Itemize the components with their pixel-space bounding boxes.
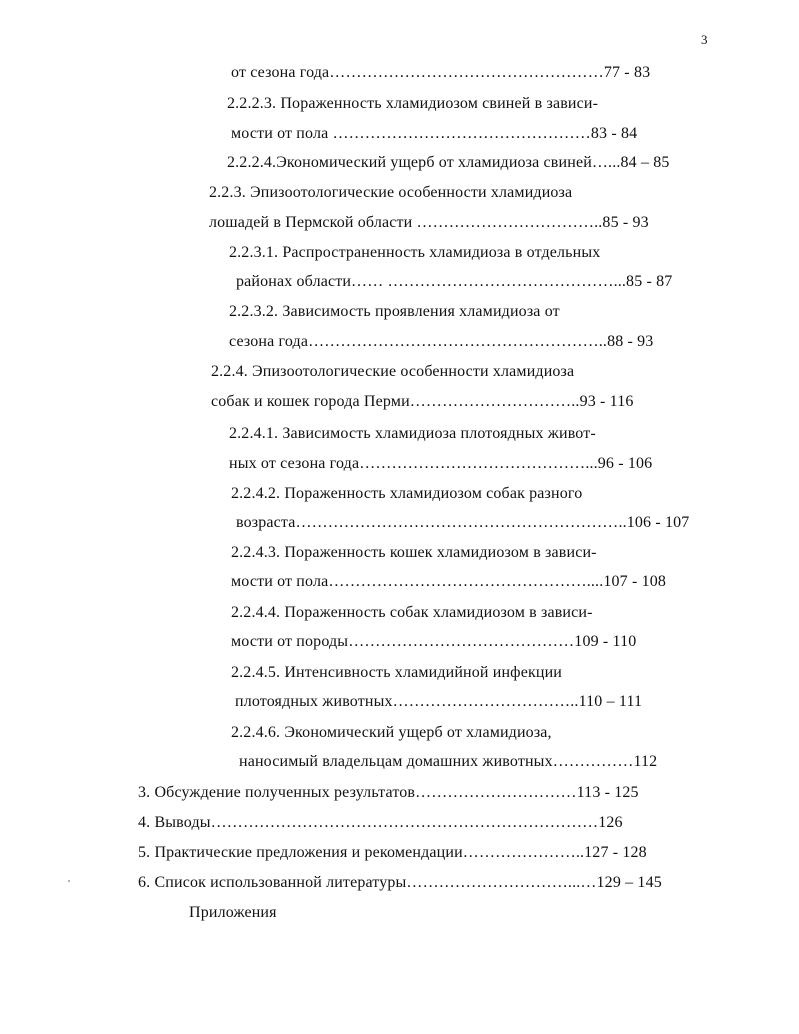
scan-speck bbox=[68, 880, 70, 882]
toc-line: лошадей в Пермской области ……………………………..85 - 93 bbox=[209, 214, 649, 231]
toc-line: сезона года………………………………………………..88 - 93 bbox=[229, 333, 654, 350]
toc-line: 2.2.4.2. Пораженность хламидиозом собак разного bbox=[231, 485, 583, 502]
toc-line: 5. Практические предложения и рекомендации…………………..127 - 128 bbox=[138, 844, 647, 861]
toc-line: 2.2.4.5. Интенсивность хламидийной инфекции bbox=[231, 664, 563, 681]
toc-line: 2.2.3.2. Зависимость проявления хламидиоза от bbox=[229, 303, 560, 320]
toc-line: 2.2.3. Эпизоотологические особенности хламидиоза bbox=[209, 184, 573, 201]
toc-line: мости от породы……………………………………109 - 110 bbox=[231, 633, 637, 650]
toc-line: собак и кошек города Перми…………………………..93 - 116 bbox=[211, 393, 634, 410]
toc-line: 2.2.4.1. Зависимость хламидиоза плотоядных живот- bbox=[229, 425, 596, 442]
toc-line: плотоядных животных……………………………..110 – 111 bbox=[235, 693, 643, 710]
toc-line: от сезона года……………………………………………77 - 83 bbox=[231, 64, 651, 81]
page-number: 3 bbox=[701, 32, 708, 47]
toc-line: 2.2.4. Эпизоотологические особенности хламидиоза bbox=[211, 363, 575, 380]
toc-line: 2.2.3.1. Распространенность хламидиоза в отдельных bbox=[229, 244, 601, 261]
toc-line: возраста……………………………………………………..106 - 107 bbox=[236, 514, 690, 531]
toc-line: 4. Выводы………………………………………………………………126 bbox=[138, 814, 623, 831]
toc-line: Приложения bbox=[189, 904, 277, 921]
toc-line: мости от пола…………………………………………....107 - 108 bbox=[231, 573, 667, 590]
toc-line: 3. Обсуждение полученных результатов…………………………113 - 125 bbox=[138, 784, 639, 801]
toc-line: наносимый владельцам домашних животных……………112 bbox=[239, 753, 658, 770]
toc-line: мости от пола …………………………………………83 - 84 bbox=[231, 125, 638, 142]
toc-line: 2.2.4.4. Пораженность собак хламидиозом в зависи- bbox=[231, 604, 593, 621]
toc-line: районах области…… ……………………………………...85 - 87 bbox=[236, 273, 673, 290]
toc-line: 2.2.4.6. Экономический ущерб от хламидиоза, bbox=[231, 724, 552, 741]
toc-line: 2.2.4.3. Пораженность кошек хламидиозом в зависи- bbox=[231, 544, 597, 561]
toc-line: 6. Список использованной литературы…………………………...…129 – 145 bbox=[138, 874, 662, 891]
toc-line: 2.2.2.4.Экономический ущерб от хламидиоза свиней…...84 – 85 bbox=[227, 154, 670, 171]
toc-line: 2.2.2.3. Пораженность хламидиозом свиней в зависи- bbox=[227, 95, 599, 112]
toc-line: ных от сезона года……………………………………...96 - 106 bbox=[229, 455, 653, 472]
